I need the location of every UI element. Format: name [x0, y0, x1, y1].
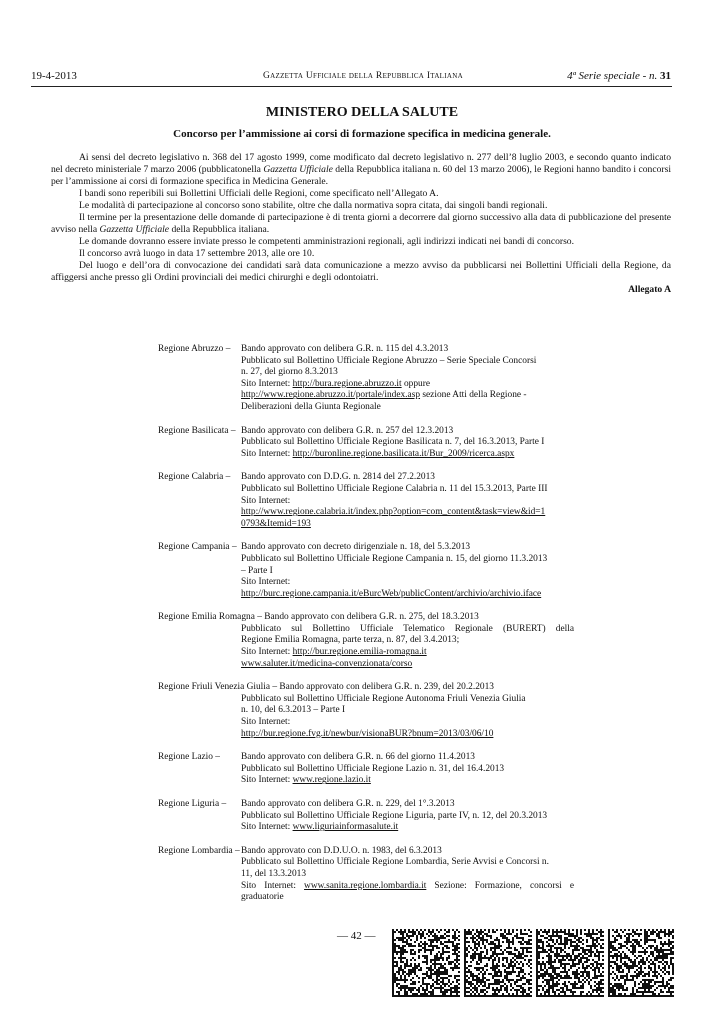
paragraph: Del luogo e dell’ora di convocazione dei candidati sarà data comunicazione a mezzo avviso da pubblicarsi nei Bollettini Ufficiali della Regione, da affiggersi anche presso gli Ordini provinciali dei medici chirurghi e degli odontoiatri. — [51, 260, 671, 283]
region-line: Bando approvato con delibera G.R. n. 229, del 1°.3.2013 — [241, 799, 455, 809]
datamatrix-icon — [392, 928, 674, 998]
notice-subject: Concorso per l’ammissione ai corsi di formazione specifica in medicina generale. — [173, 128, 551, 140]
region-line: Sito Internet: www.sanita.regione.lombardia.it Sezione: Formazione, concorsi e — [241, 880, 574, 891]
paragraph: I bandi sono reperibili sui Bollettini Ufficiali delle Regioni, come specificato nell’Allegato A. — [79, 188, 439, 199]
region-name: Regione Basilicata – — [158, 425, 236, 436]
page-number: — 42 — — [337, 930, 376, 942]
region-line: http://www.regione.abruzzo.it/portale/index.asp sezione Atti della Regione - — [241, 390, 527, 401]
basilicata-link[interactable]: http://buronline.regione.basilicata.it/Bur_2009/ricerca.aspx — [292, 448, 515, 459]
saluter-link[interactable]: www.saluter.it/medicina-convenzionata/corso — [241, 658, 413, 669]
lazio-link[interactable]: www.regione.lazio.it — [292, 775, 371, 786]
paragraph: Le modalità di partecipazione al concorso sono stabilite, oltre che dalla normativa sopra citata, dai singoli bandi regionali. — [79, 200, 548, 211]
region-line: Sito Internet: http://bur.regione.emilia-romagna.it — [241, 647, 427, 658]
region-line: graduatorie — [241, 892, 284, 903]
region-name: Regione Lazio – — [158, 752, 220, 763]
region-line: Pubblicato sul Bollettino Ufficiale Regione Abruzzo – Serie Speciale Concorsi — [241, 355, 537, 366]
region-liguria — [158, 799, 578, 834]
region-line: Bando approvato con decreto dirigenziale n. 18, del 5.3.2013 — [241, 542, 471, 553]
region-name: Regione Emilia Romagna – — [158, 612, 262, 623]
calabria-link[interactable]: http://www.regione.calabria.it/index.php?option=com_content&task=view&id=1 — [241, 507, 546, 518]
region-line: Regione Emilia Romagna, parte terza, n. 87, del 3.4.2013; — [241, 635, 460, 646]
region-campania — [158, 542, 578, 600]
region-line: Sito Internet: www.regione.lazio.it — [241, 775, 371, 786]
region-line: n. 10, del 6.3.2013 – Parte I — [241, 705, 346, 716]
region-line: Pubblicato sul Bollettino Ufficiale Regione Liguria, parte IV, n. 12, del 20.3.2013 — [241, 810, 548, 821]
page-header — [31, 70, 671, 86]
region-name: Regione Campania – — [158, 542, 237, 553]
region-line: Pubblicato sul Bollettino Ufficiale Telematico Regionale (BURERT) della — [241, 623, 574, 634]
region-line: Sito Internet: — [241, 717, 291, 728]
liguria-link[interactable]: www.liguriainformasalute.it — [292, 822, 399, 833]
header-series: 4ª Serie speciale - n. 31 — [567, 70, 671, 82]
region-line: Sito Internet: — [241, 495, 291, 506]
region-line: Sito Internet: — [241, 577, 291, 588]
datamatrix-block — [608, 929, 674, 997]
region-name: Regione Lombardia – — [158, 845, 240, 856]
region-name: Regione Liguria – — [158, 799, 227, 809]
region-abruzzo — [158, 344, 578, 414]
region-name: Regione Abruzzo – — [158, 344, 231, 354]
datamatrix-block — [392, 929, 460, 997]
paragraph: Le domande dovranno essere inviate presso le competenti amministrazioni regionali, agli indirizzi indicati nei bandi di concorso. — [79, 236, 574, 247]
paragraph: Il concorso avrà luogo in data 17 settembre 2013, alle ore 10. — [79, 248, 315, 259]
region-emilia-romagna — [158, 612, 578, 670]
region-line: Pubblicato sul Bollettino Ufficiale Regione Autonoma Friuli Venezia Giulia — [241, 693, 526, 704]
region-line: Bando approvato con delibera G.R. n. 66 del giorno 11.4.2013 — [241, 752, 475, 763]
region-friuli — [158, 682, 578, 740]
datamatrix-codes — [392, 928, 674, 998]
abruzzo-portal-link[interactable]: http://www.regione.abruzzo.it/portale/index.asp — [241, 390, 421, 401]
region-line: Sito Internet: http://buronline.regione.basilicata.it/Bur_2009/ricerca.aspx — [241, 448, 515, 459]
friuli-link[interactable]: http://bur.regione.fvg.it/newbur/visionaBUR?bnum=2013/03/06/10 — [241, 728, 494, 739]
notice-body — [51, 152, 671, 296]
region-lazio — [158, 752, 578, 787]
region-name: Regione Friuli Venezia Giulia – — [158, 682, 278, 693]
region-line: 11, del 13.3.2013 — [241, 868, 307, 879]
region-line: – Parte I — [241, 565, 273, 576]
region-line: Pubblicato sul Bollettino Ufficiale Regione Basilicata n. 7, del 16.3.2013, Parte I — [241, 437, 545, 448]
header-rule — [31, 86, 672, 87]
region-line: Pubblicato sul Bollettino Ufficiale Regione Calabria n. 11 del 15.3.2013, Parte III — [241, 483, 548, 494]
region-line: Pubblicato sul Bollettino Ufficiale Regione Lazio n. 31, del 16.4.2013 — [241, 763, 505, 774]
header-title: Gazzetta Ufficiale della Repubblica Italiana — [263, 71, 463, 81]
campania-link[interactable]: http://burc.regione.campania.it/eBurcWeb/publicContent/archivio/archivio.iface — [241, 588, 542, 599]
region-basilicata — [158, 426, 578, 461]
lombardia-link[interactable]: www.sanita.regione.lombardia.it — [304, 880, 427, 891]
region-name: Regione Calabria – — [158, 472, 231, 483]
allegato-label: Allegato A — [628, 284, 671, 295]
region-line: Bando approvato con delibera G.R. n. 239, del 20.2.2013 — [279, 682, 494, 693]
region-line: Deliberazioni della Giunta Regionale — [241, 401, 381, 412]
paragraph: Ai sensi del decreto legislativo n. 368 del 17 agosto 1999, come modificato dal decreto legislativo n. 277 dell’8 luglio 2003, e secondo quanto indicato nel decreto ministeriale 7 marzo 2006 (pubblicatonella Gazzetta Ufficiale della Repubblica italiana n. 60 del 13 marzo 2006), le Regioni hanno bandito i concorsi per l’ammissione ai corsi di formazione specifica in Medicina Generale. — [51, 152, 671, 187]
region-lombardia — [158, 846, 578, 904]
region-line: Pubblicato sul Bollettino Ufficiale Regione Lombardia, Serie Avvisi e Concorsi n. — [241, 857, 549, 868]
region-line: Bando approvato con D.D.U.O. n. 1983, del 6.3.2013 — [241, 845, 442, 856]
paragraph: Il termine per la presentazione delle domande di partecipazione è di trenta giorni a decorrere dal giorno successivo alla data di pubblicazione del presente avviso nella Gazzetta Ufficiale della Repubblica italiana. — [51, 212, 671, 235]
region-calabria — [158, 472, 578, 530]
ministry-title: MINISTERO DELLA SALUTE — [265, 105, 459, 120]
region-line: Bando approvato con delibera G.R. n. 115 del 4.3.2013 — [241, 344, 449, 354]
datamatrix-block — [536, 929, 604, 997]
calabria-link-cont[interactable]: 0793&Itemid=193 — [241, 518, 311, 529]
region-line: Sito Internet: http://bura.regione.abruzzo.it oppure — [241, 378, 431, 389]
region-line: Bando approvato con delibera G.R. n. 275, del 18.3.2013 — [264, 612, 479, 623]
header-date: 19-4-2013 — [31, 70, 77, 82]
region-line: Bando approvato con delibera G.R. n. 257 del 12.3.2013 — [241, 425, 454, 436]
emilia-bur-link[interactable]: http://bur.regione.emilia-romagna.it — [292, 647, 427, 658]
region-line: Bando approvato con D.D.G. n. 2814 del 27.2.2013 — [241, 472, 435, 483]
abruzzo-bur-link[interactable]: http://bura.regione.abruzzo.it — [292, 378, 402, 389]
datamatrix-block — [464, 929, 532, 997]
region-line: n. 27, del giorno 8.3.2013 — [241, 367, 338, 378]
region-line: Pubblicato sul Bollettino Ufficiale Regione Campania n. 15, del giorno 11.3.2013 — [241, 553, 548, 564]
regions-list — [158, 344, 578, 916]
region-line: Sito Internet: www.liguriainformasalute.it — [241, 822, 399, 833]
